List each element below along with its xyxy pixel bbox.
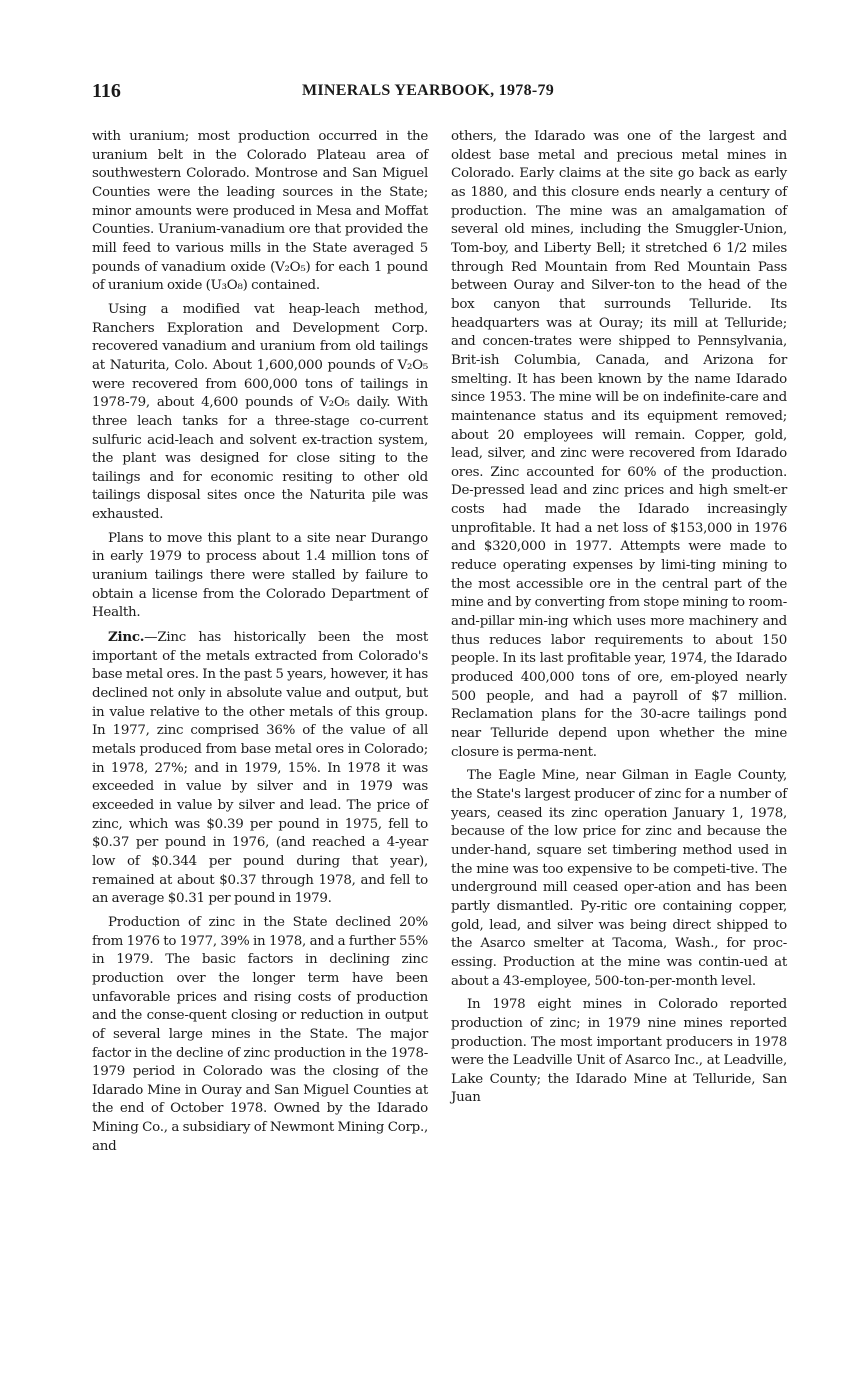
page-header bbox=[92, 80, 792, 106]
paragraph: Production of zinc in the State declined 20% from 1976 to 1977, 39% in 1978, and a further 55% in 1979. The basic factors in declining zinc production over the longer term have been unfavorable prices and rising costs of production and the conse-quent closing or reduction in output of several large mines in the State. The major factor in the decline of zinc production in the 1978-1979 period in Colorado was the closing of the Idarado Mine in Ouray and San Miguel Counties at the end of October 1978. Owned by the Idarado Mining Co., a subsidiary of Newmont Mining Corp., and bbox=[92, 914, 428, 1154]
section-lead-zinc: Zinc. bbox=[108, 629, 145, 646]
running-title: MINERALS YEARBOOK, 1978-79 bbox=[302, 82, 555, 99]
paragraph: The Eagle Mine, near Gilman in Eagle County, the State's largest producer of zinc for a number of years, ceased its zinc operation January 1, 1978, because of the low price for zinc and because the under-hand, square set timbering method used in the mine was too expensive to be competi-tive. The underground mill ceased oper-ation and has been partly dismantled. Py-ritic ore containing copper, gold, lead, and silver was being direct shipped to the Asarco smelter at Tacoma, Wash., for proc-essing. Production at the mine was contin-ued at about a 43-employee, 500-ton-per-month level. bbox=[451, 768, 787, 989]
page-number: 116 bbox=[92, 80, 121, 102]
paragraph: with uranium; most production occurred in the uranium belt in the Colorado Plateau area of southwestern Colorado. Montrose and San Miguel Counties were the leading sources in the State; minor amounts were produced in Mesa and Moffat Counties. Uranium-vanadium ore that provided the mill feed to various mills in the State averaged 5 pounds of vanadium oxide (V₂O₅) for each 1 pound of uranium oxide (U₃O₈) contained. bbox=[92, 129, 428, 294]
zinc-paragraph bbox=[92, 628, 428, 909]
left-column bbox=[92, 128, 428, 1156]
paragraph-text: —Zinc has historically been the most important of the metals extracted from Colorado's base metal ores. In the past 5 years, however, it has declined not only in absolute value and output, but in value relative to the other metals of this group. In 1977, zinc comprised 36% of the value of all metals produced from base metal ores in Colorado; in 1978, 27%; and in 1979, 15%. In 1978 it was exceeded in value by silver and in 1979 was exceeded in value by silver and lead. The price of zinc, which was $0.39 per pound in 1975, fell to $0.37 per pound in 1976, (and reached a 4-year low of $0.344 per pound during that year), remained at about $0.37 through 1978, and fell to an average $0.31 per pound in 1979. bbox=[92, 630, 428, 907]
paragraph: others, the Idarado was one of the largest and oldest base metal and precious metal mines in Colorado. Early claims at the site go back as early as 1880, and this closure ends nearly a century of production. The mine was an amalgamation of several old mines, including the Smuggler-Union, Tom-boy, and Liberty Bell; it stretched 6 1/2 miles through Red Mountain from Red Mountain Pass between Ouray and Silver-ton to the head of the box canyon that surrounds Telluride. Its headquarters was at Ouray; its mill at Telluride; and concen-trates were shipped to Pennsylvania, Brit-ish Columbia, Canada, and Arizona for smelting. It has been known by the name Idarado since 1953. The mine will be on indefinite-care and maintenance status and its equipment removed; about 20 employees will remain. Copper, gold, lead, silver, and zinc were recovered from Idarado ores. Zinc accounted for 60% of the production. De-pressed lead and zinc prices and high smelt-er costs had made the Idarado increasingly unprofitable. It had a net loss of $153,000 in 1976 and $320,000 in 1977. Attempts were made to reduce operating expenses by limi-ting mining to the most accessible ore in the central part of the mine and by converting from stope mining to room-and-pillar min-ing which uses more machinery and thus reduces labor requirements to about 150 people. In its last profitable year, 1974, the Idarado produced 400,000 tons of ore, em-ployed nearly 500 people, and had a payroll of $7 million. Reclamation plans for the 30-acre tailings pond near Telluride depend upon whether the mine closure is perma-nent. bbox=[451, 129, 787, 760]
paragraph: Using a modified vat heap-leach method, Ranchers Exploration and Development Corp. recovered vanadium and uranium from old tailings at Naturita, Colo. About 1,600,000 pounds of V₂O₅ were recovered from 600,000 tons of tailings in 1978-79, about 4,600 pounds of V₂O₅ daily. With three leach tanks for a three-stage co-current sulfuric acid-leach and solvent ex-traction system, the plant was designed for close siting to the tailings and for economic resiting to other old tailings disposal sites once the Naturita pile was exhausted. bbox=[92, 301, 428, 523]
paragraph: In 1978 eight mines in Colorado reported production of zinc; in 1979 nine mines reported production. The most important producers in 1978 were the Leadville Unit of Asarco Inc., at Leadville, Lake County; the Idarado Mine at Telluride, San Juan bbox=[451, 997, 787, 1106]
paragraph: Plans to move this plant to a site near Durango in early 1979 to process about 1.4 million tons of uranium tailings there were stalled by failure to obtain a license from the Colorado Department of Health. bbox=[92, 530, 428, 621]
right-column bbox=[451, 128, 787, 1108]
